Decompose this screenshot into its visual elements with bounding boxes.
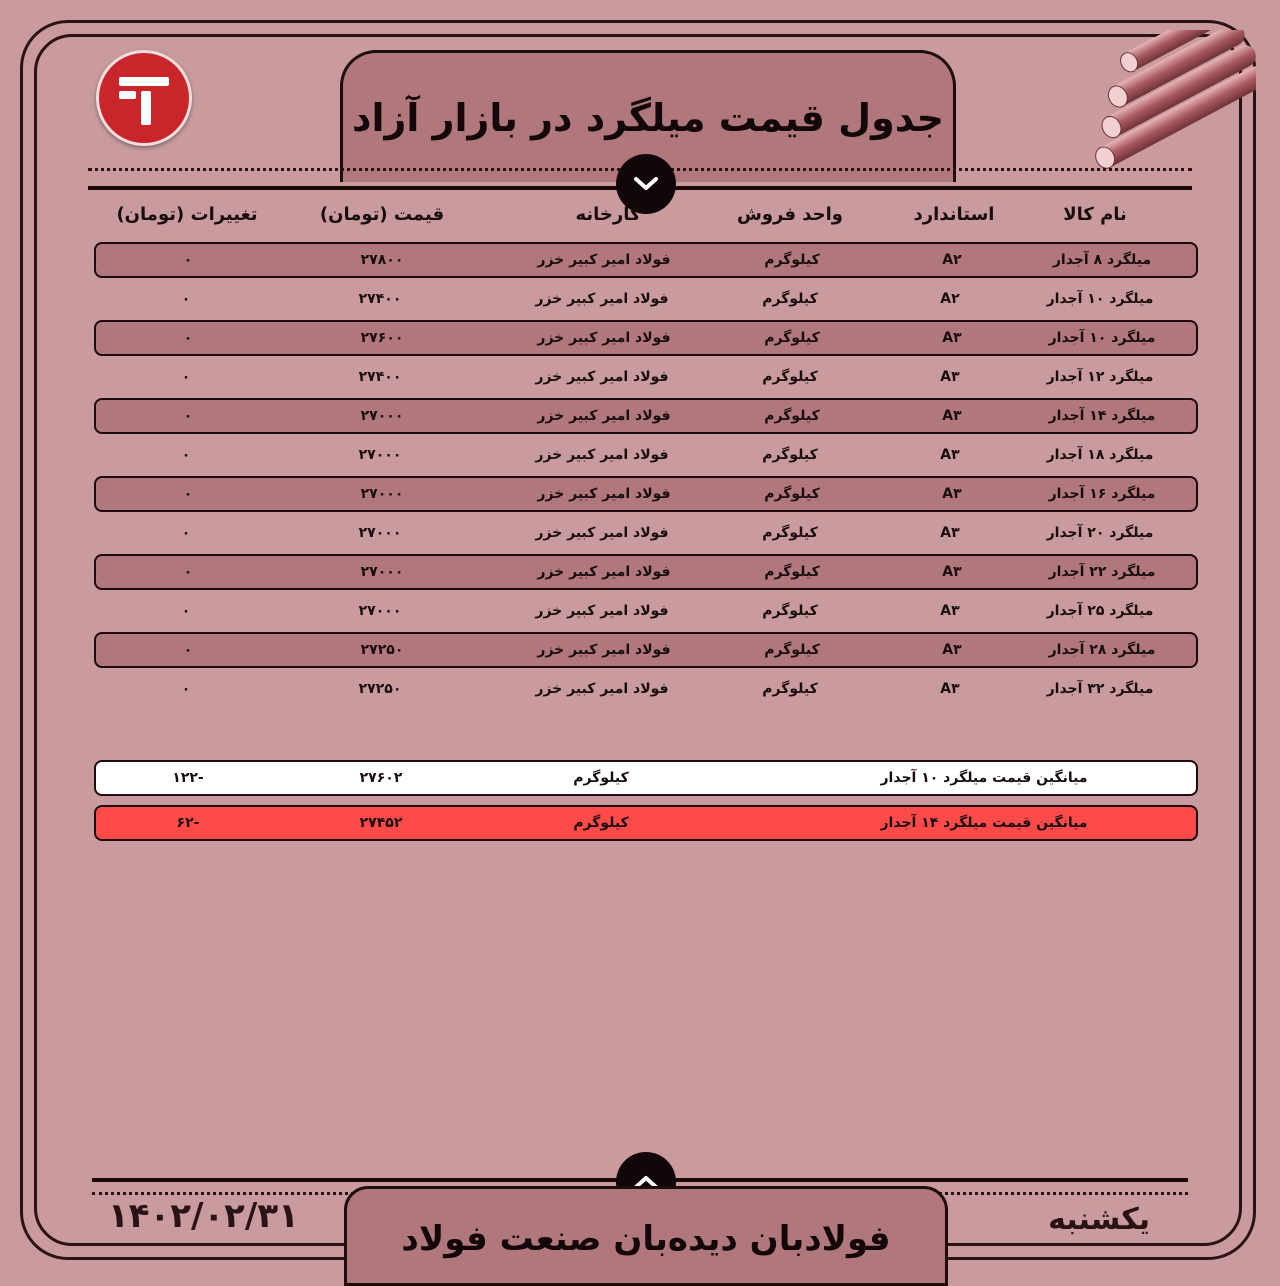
cell-price: ۲۷۸۰۰ [360, 252, 404, 268]
table-row [94, 671, 1198, 707]
table-row [94, 593, 1198, 629]
cell-name: میلگرد ۸ آجدار [1052, 252, 1152, 268]
cell-unit: کیلوگرم [762, 681, 818, 697]
table-row [94, 554, 1198, 590]
table-row [94, 320, 1198, 356]
average-price: ۲۷۴۵۲ [359, 815, 403, 831]
cell-price: ۲۷۰۰۰ [358, 525, 402, 541]
cell-factory: فولاد امیر کبیر خزر [535, 447, 669, 463]
cell-unit: کیلوگرم [764, 642, 820, 658]
cell-unit: کیلوگرم [762, 369, 818, 385]
header-change: تغییرات (تومان) [116, 204, 258, 225]
cell-name: میلگرد ۲۵ آجدار [1046, 603, 1154, 619]
average-unit: کیلوگرم [573, 815, 629, 831]
cell-unit: کیلوگرم [762, 525, 818, 541]
average-label: میانگین قیمت میلگرد ۱۰ آجدار [880, 770, 1088, 786]
cell-standard: A۳ [940, 369, 960, 385]
cell-change: ۰ [183, 408, 193, 424]
cell-price: ۲۷۰۰۰ [358, 603, 402, 619]
cell-standard: A۳ [942, 642, 962, 658]
cell-unit: کیلوگرم [764, 564, 820, 580]
average-price: ۲۷۶۰۲ [359, 770, 403, 786]
cell-standard: A۲ [940, 291, 960, 307]
footer-title: فولادبان دیده‌بان صنعت فولاد [401, 1219, 891, 1259]
cell-standard: A۳ [942, 408, 962, 424]
cell-change: ۰ [183, 330, 193, 346]
cell-price: ۲۷۰۰۰ [358, 447, 402, 463]
cell-factory: فولاد امیر کبیر خزر [535, 525, 669, 541]
cell-standard: A۲ [942, 252, 962, 268]
cell-name: میلگرد ۱۶ آجدار [1048, 486, 1156, 502]
cell-factory: فولاد امیر کبیر خزر [537, 330, 671, 346]
header-price: قیمت (تومان) [319, 204, 445, 225]
cell-standard: A۳ [940, 681, 960, 697]
cell-standard: A۳ [942, 330, 962, 346]
cell-name: میلگرد ۱۲ آجدار [1046, 369, 1154, 385]
steel-t-logo-icon [96, 50, 192, 146]
cell-change: ۰ [183, 486, 193, 502]
cell-factory: فولاد امیر کبیر خزر [537, 408, 671, 424]
cell-change: ۰ [181, 603, 191, 619]
average-label: میانگین قیمت میلگرد ۱۴ آجدار [880, 815, 1088, 831]
cell-price: ۲۷۰۰۰ [360, 408, 404, 424]
table-row [94, 359, 1198, 395]
page-title: جدول قیمت میلگرد در بازار آزاد [351, 95, 945, 140]
cell-price: ۲۷۲۵۰ [358, 681, 402, 697]
cell-change: ۰ [181, 369, 191, 385]
average-row-10 [94, 760, 1198, 796]
cell-factory: فولاد امیر کبیر خزر [537, 486, 671, 502]
cell-change: ۰ [183, 642, 193, 658]
table-row [94, 515, 1198, 551]
header-unit: واحد فروش [736, 204, 844, 225]
cell-change: ۰ [181, 681, 191, 697]
cell-name: میلگرد ۱۴ آجدار [1048, 408, 1156, 424]
average-row-14 [94, 805, 1198, 841]
table-row [94, 281, 1198, 317]
cell-unit: کیلوگرم [764, 486, 820, 502]
day-label: یکشنبه [1048, 1202, 1150, 1237]
cell-change: ۰ [181, 525, 191, 541]
cell-unit: کیلوگرم [762, 291, 818, 307]
cell-standard: A۳ [940, 525, 960, 541]
cell-price: ۲۷۲۵۰ [360, 642, 404, 658]
cell-name: میلگرد ۲۲ آجدار [1048, 564, 1156, 580]
cell-name: میلگرد ۲۸ آجدار [1048, 642, 1156, 658]
date-label: ۱۴۰۲/۰۲/۳۱ [108, 1196, 299, 1236]
cell-price: ۲۷۴۰۰ [358, 369, 402, 385]
average-change: -۱۲۲ [172, 770, 204, 786]
cell-unit: کیلوگرم [764, 408, 820, 424]
cell-name: میلگرد ۲۰ آجدار [1046, 525, 1154, 541]
table-row [94, 242, 1198, 278]
cell-change: ۰ [183, 564, 193, 580]
cell-change: ۰ [183, 252, 193, 268]
cell-price: ۲۷۴۰۰ [358, 291, 402, 307]
cell-change: ۰ [181, 447, 191, 463]
cell-unit: کیلوگرم [762, 447, 818, 463]
average-unit: کیلوگرم [573, 770, 629, 786]
rebar-illustration-icon [1056, 30, 1256, 170]
cell-factory: فولاد امیر کبیر خزر [537, 564, 671, 580]
header-factory: کارخانه [575, 204, 641, 225]
cell-name: میلگرد ۱۰ آجدار [1048, 330, 1156, 346]
cell-factory: فولاد امیر کبیر خزر [535, 369, 669, 385]
cell-name: میلگرد ۱۰ آجدار [1046, 291, 1154, 307]
cell-name: میلگرد ۱۸ آجدار [1046, 447, 1154, 463]
cell-factory: فولاد امیر کبیر خزر [537, 642, 671, 658]
header-name: نام کالا [1063, 204, 1127, 225]
table-row [94, 437, 1198, 473]
cell-standard: A۳ [942, 564, 962, 580]
cell-price: ۲۷۰۰۰ [360, 486, 404, 502]
table-row [94, 398, 1198, 434]
cell-factory: فولاد امیر کبیر خزر [535, 681, 669, 697]
cell-factory: فولاد امیر کبیر خزر [537, 252, 671, 268]
footer-panel [344, 1186, 948, 1286]
cell-change: ۰ [181, 291, 191, 307]
table-row [94, 476, 1198, 512]
cell-standard: A۳ [940, 447, 960, 463]
cell-unit: کیلوگرم [764, 330, 820, 346]
cell-price: ۲۷۶۰۰ [360, 330, 404, 346]
cell-factory: فولاد امیر کبیر خزر [535, 291, 669, 307]
header-standard: استاندارد [913, 204, 995, 225]
table-header [94, 204, 1198, 238]
average-change: -۶۲ [176, 815, 200, 831]
cell-unit: کیلوگرم [762, 603, 818, 619]
cell-standard: A۳ [940, 603, 960, 619]
cell-price: ۲۷۰۰۰ [360, 564, 404, 580]
table-row [94, 632, 1198, 668]
cell-unit: کیلوگرم [764, 252, 820, 268]
cell-factory: فولاد امیر کبیر خزر [535, 603, 669, 619]
cell-standard: A۳ [942, 486, 962, 502]
cell-name: میلگرد ۳۲ آجدار [1046, 681, 1154, 697]
